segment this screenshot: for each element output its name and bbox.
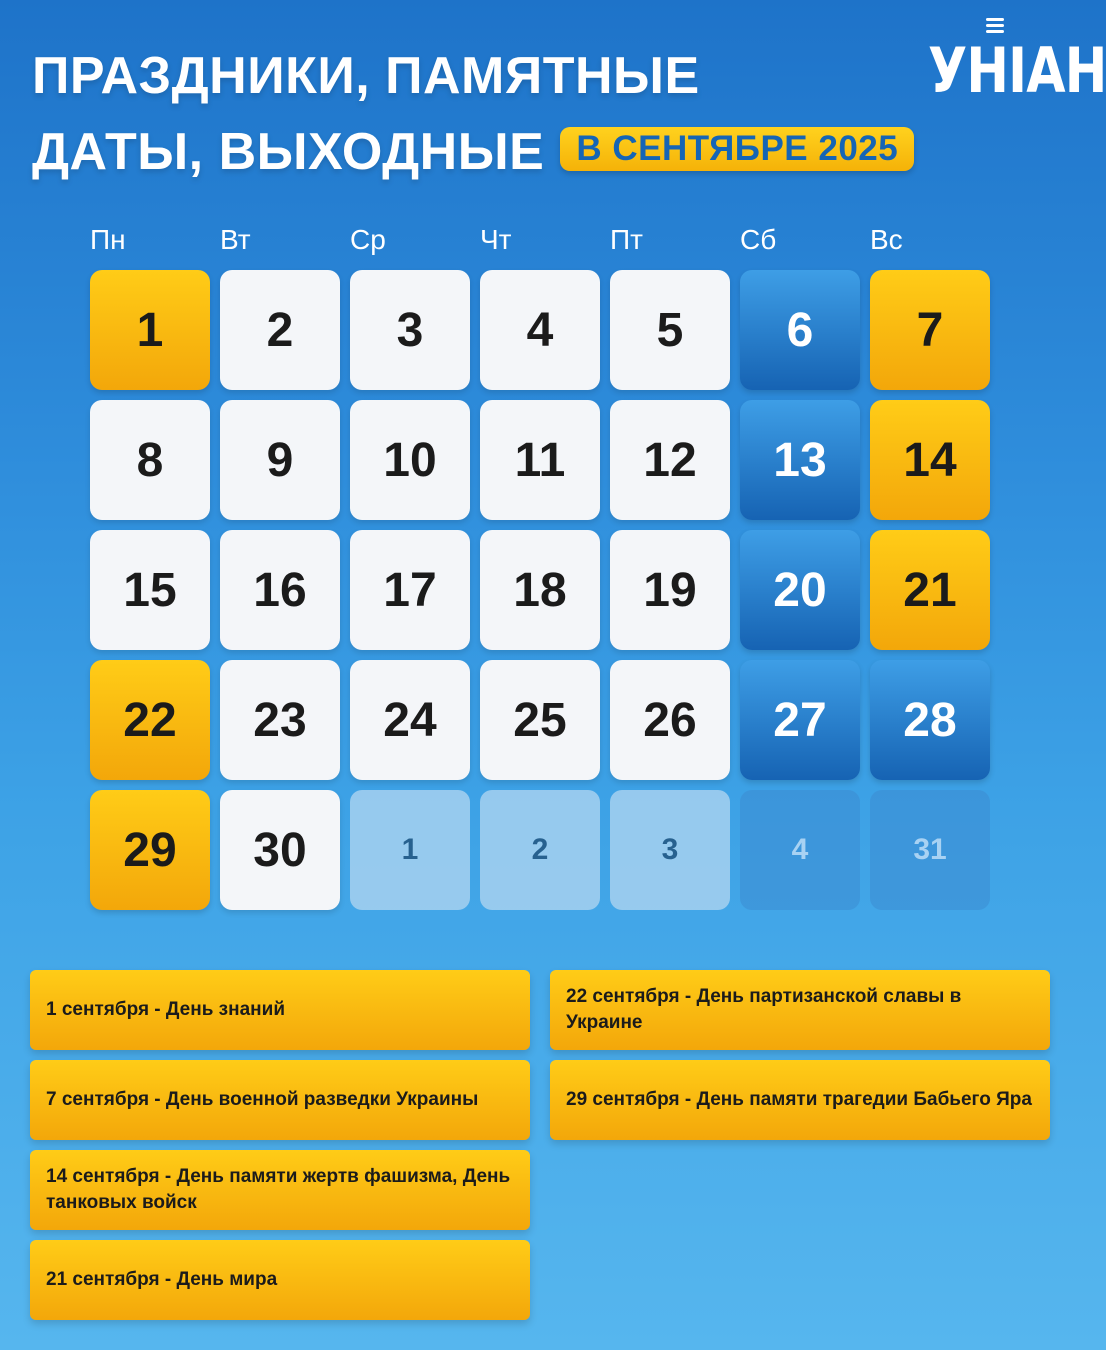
page-title: [32, 38, 914, 190]
event-item: 21 сентября - День мира: [30, 1240, 530, 1320]
month-badge: В СЕНТЯБРЕ 2025: [560, 127, 914, 171]
calendar-day: 1: [90, 270, 210, 390]
calendar-day: 14: [870, 400, 990, 520]
weekday-sat: Сб: [740, 224, 777, 255]
calendar-day: 15: [90, 530, 210, 650]
calendar-day: 13: [740, 400, 860, 520]
calendar-grid: [90, 270, 990, 910]
calendar-day: 19: [610, 530, 730, 650]
title-line-2: [32, 114, 914, 190]
event-item: 7 сентября - День военной разведки Украины: [30, 1060, 530, 1140]
weekday-fri: Пт: [610, 224, 643, 255]
calendar-day: 2: [480, 790, 600, 910]
calendar-day: 17: [350, 530, 470, 650]
weekday-wed: Ср: [350, 224, 386, 255]
event-item: 1 сентября - День знаний: [30, 970, 530, 1050]
calendar-day: 2: [220, 270, 340, 390]
calendar-day: 22: [90, 660, 210, 780]
calendar-day: 31: [870, 790, 990, 910]
weekday-thu: Чт: [480, 224, 512, 255]
calendar-day: 21: [870, 530, 990, 650]
event-item: 22 сентября - День партизанской славы в Украине: [550, 970, 1050, 1050]
calendar-day: 3: [350, 270, 470, 390]
calendar-day: 18: [480, 530, 600, 650]
title-line-1: ПРАЗДНИКИ, ПАМЯТНЫЕ: [32, 47, 700, 105]
calendar-day: 8: [90, 400, 210, 520]
calendar-day: 26: [610, 660, 730, 780]
event-item: 14 сентября - День памяти жертв фашизма, День танковых войск: [30, 1150, 530, 1230]
calendar-day: 7: [870, 270, 990, 390]
calendar-day: 12: [610, 400, 730, 520]
calendar-day: 27: [740, 660, 860, 780]
calendar-day: 29: [90, 790, 210, 910]
calendar-day: 10: [350, 400, 470, 520]
calendar-day: 20: [740, 530, 860, 650]
calendar-day: 28: [870, 660, 990, 780]
logo-text: УНІАН: [928, 34, 1106, 107]
calendar-day: 3: [610, 790, 730, 910]
calendar-day: 11: [480, 400, 600, 520]
unian-logo: [928, 18, 1106, 110]
weekday-mon: Пн: [90, 224, 126, 255]
calendar-day: 30: [220, 790, 340, 910]
calendar-day: 4: [480, 270, 600, 390]
calendar-day: 16: [220, 530, 340, 650]
calendar-day: 9: [220, 400, 340, 520]
calendar-day: 25: [480, 660, 600, 780]
calendar-day: 1: [350, 790, 470, 910]
calendar-day: 23: [220, 660, 340, 780]
weekday-sun: Вс: [870, 224, 903, 255]
weekday-tue: Вт: [220, 224, 251, 255]
title-line-2-text: ДАТЫ, ВЫХОДНЫЕ: [32, 123, 545, 181]
calendar-day: 6: [740, 270, 860, 390]
calendar-day: 4: [740, 790, 860, 910]
calendar-day: 5: [610, 270, 730, 390]
weekday-header: [90, 224, 1010, 260]
event-item: 29 сентября - День памяти трагедии Бабьего Яра: [550, 1060, 1050, 1140]
calendar-day: 24: [350, 660, 470, 780]
